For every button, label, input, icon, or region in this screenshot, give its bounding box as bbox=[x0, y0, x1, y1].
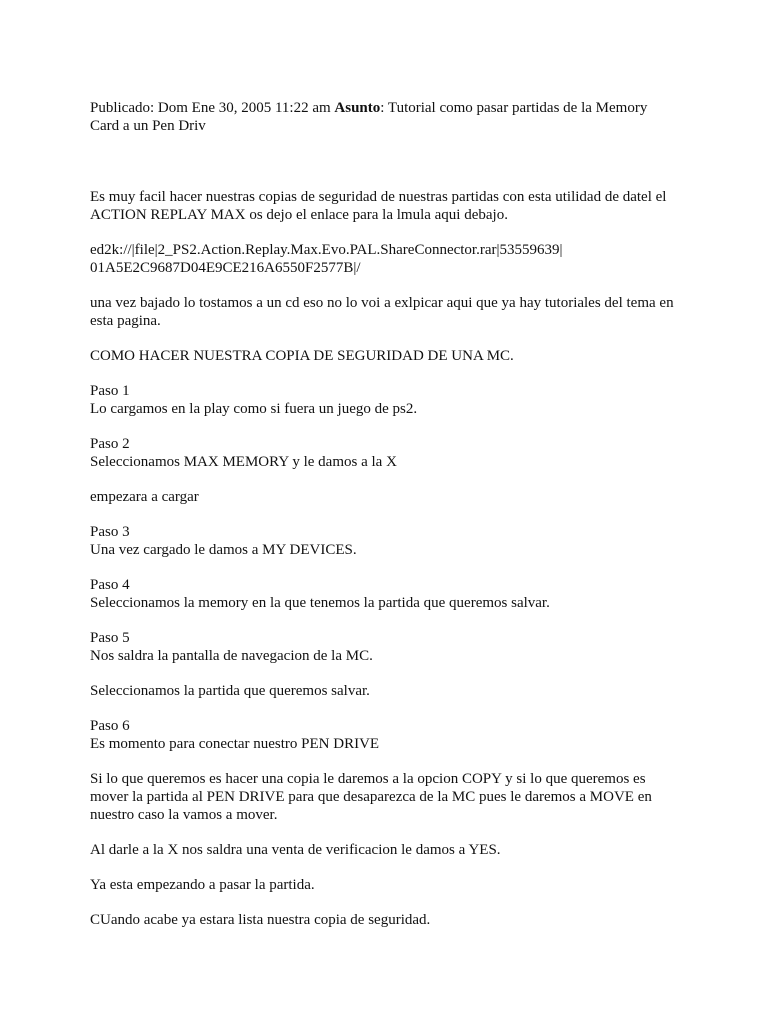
progress-paragraph: Ya esta empezando a pasar la partida. bbox=[90, 877, 315, 893]
section-heading: COMO HACER NUESTRA COPIA DE SEGURIDAD DE UNA MC. bbox=[90, 348, 514, 364]
step-6: Paso 6 Es momento para conectar nuestro PEN DRIVE bbox=[90, 718, 380, 752]
burn-note-paragraph: una vez bajado lo tostamos a un cd eso no lo voi a exlpicar aqui que ya hay tutoriales del tema en esta pagina. bbox=[90, 295, 674, 329]
verify-paragraph: Al darle a la X nos saldra una venta de verificacion le damos a YES. bbox=[90, 842, 501, 858]
published-date: Publicado: Dom Ene 30, 2005 11:22 am bbox=[90, 100, 335, 116]
step-2: Paso 2 Seleccionamos MAX MEMORY y le damos a la X bbox=[90, 436, 397, 470]
intro-paragraph: Es muy facil hacer nuestras copias de seguridad de nuestras partidas con esta utilidad de datel el ACTION REPLAY MAX os dejo el enlace para la lmula aqui debajo. bbox=[90, 189, 667, 223]
copy-move-paragraph: Si lo que queremos es hacer una copia le daremos a la opcion COPY y si lo que queremos es mover la partida al PEN DRIVE para que desaparezca de la MC pues le daremos a MOVE en nuestro caso la vamos a mover. bbox=[90, 771, 652, 823]
post-header bbox=[90, 99, 690, 135]
document-page bbox=[90, 99, 690, 929]
step-2-note: empezara a cargar bbox=[90, 489, 199, 505]
step-3: Paso 3 Una vez cargado le damos a MY DEVICES. bbox=[90, 524, 357, 558]
subject-label: Asunto bbox=[334, 100, 381, 116]
step-1: Paso 1 Lo cargamos en la play como si fuera un juego de ps2. bbox=[90, 383, 418, 417]
step-5: Paso 5 Nos saldra la pantalla de navegacion de la MC. bbox=[90, 630, 373, 664]
step-4: Paso 4 Seleccionamos la memory en la que tenemos la partida que queremos salvar. bbox=[90, 577, 550, 611]
subject-text: : Tutorial como pasar partidas de la Memory Card a un Pen Driv bbox=[90, 100, 648, 134]
step-5-note: Seleccionamos la partida que queremos salvar. bbox=[90, 683, 370, 699]
ed2k-link: ed2k://|file|2_PS2.Action.Replay.Max.Evo.PAL.ShareConnector.rar|53559639| 01A5E2C9687D04E9CE216A6550F2577B|/ bbox=[90, 242, 563, 276]
done-paragraph: CUando acabe ya estara lista nuestra copia de seguridad. bbox=[90, 912, 431, 928]
